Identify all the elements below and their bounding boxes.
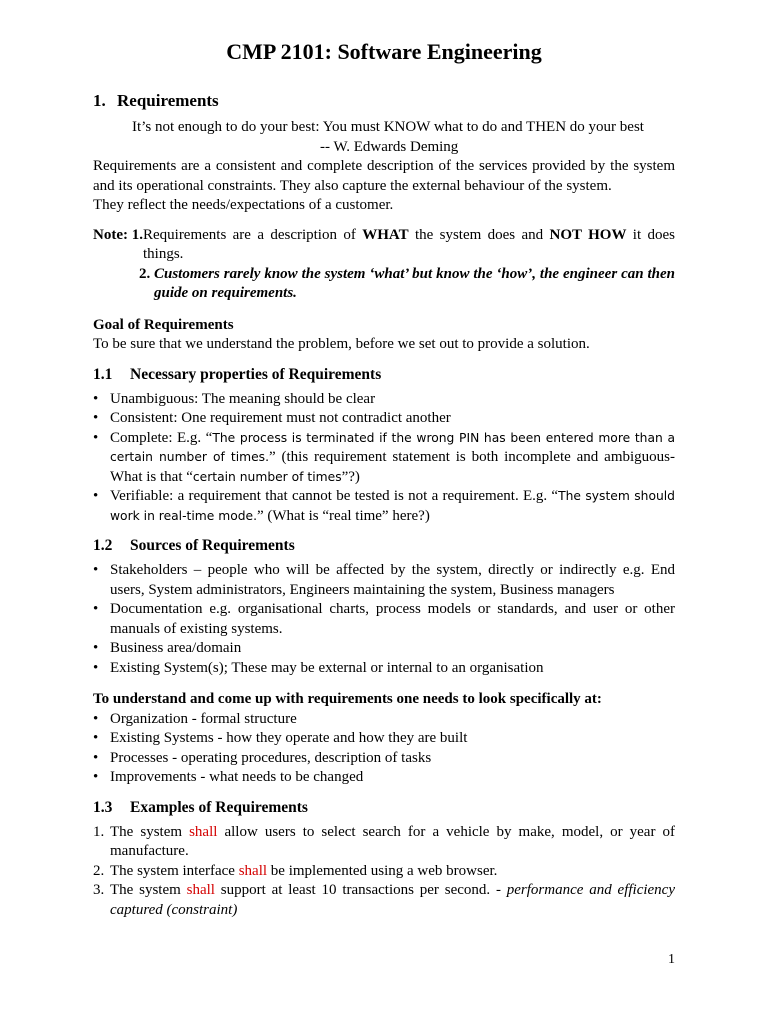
goal-text: To be sure that we understand the problem, before we set out to provide a solution. — [93, 336, 590, 352]
document-title: CMP 2101: Software Engineering — [226, 39, 542, 64]
quote-attribution: -- W. Edwards Deming — [320, 138, 459, 155]
note-item-2 — [139, 265, 675, 304]
example-1-pre: The system — [110, 823, 190, 840]
list-item: • Processes - operating procedures, description of tasks — [93, 749, 675, 769]
shall-keyword: shall — [189, 823, 218, 840]
b3-mid: ” (this requirement statement is both incomplete and ambiguous- What is that “ — [110, 449, 675, 485]
intro-paragraph-2: They reflect the needs/expectations of a customer. — [93, 197, 394, 213]
list-item — [93, 862, 675, 882]
section-1-title: Requirements — [117, 91, 219, 110]
example-number: 2. — [93, 862, 105, 879]
b4-post: ” (What is “real time” here?) — [257, 507, 430, 524]
section-1-3-heading — [93, 798, 675, 818]
example-1-post: allow users to select search for a vehicle by make, model, or year of manufacture. — [110, 823, 675, 859]
section-1-heading — [93, 90, 675, 112]
b4-pre: Verifiable: a requirement that cannot be tested is not a requirement. E.g. “ — [110, 488, 559, 504]
goal-heading: Goal of Requirements — [93, 316, 234, 333]
list-item: • Improvements - what needs to be changed — [93, 768, 675, 788]
understand-list — [93, 710, 675, 788]
example-number: 3. — [93, 882, 105, 898]
b3-example: The process is terminated if the wrong PIN has been entered more than a certain number of times. — [110, 430, 675, 464]
note-item-1-mid: the system does and — [408, 226, 550, 243]
section-1-number: 1. — [93, 91, 106, 110]
list-item — [93, 881, 675, 920]
example-3-italic: performance and efficiency captured (constraint) — [110, 882, 675, 918]
list-item: • Existing System(s); These may be external or internal to an organisation — [93, 659, 675, 679]
note-block — [93, 226, 675, 304]
list-item — [93, 429, 675, 488]
section-1-3-number: 1.3 — [93, 798, 113, 816]
note-item-1-what: WHAT — [362, 226, 409, 243]
b3-post: ”?) — [341, 468, 360, 485]
section-1-2-title: Sources of Requirements — [130, 537, 295, 554]
shall-keyword: shall — [238, 862, 268, 879]
b4-example: The system should work in real-time mode. — [110, 489, 675, 523]
list-item: • Consistent: One requirement must not contradict another — [93, 409, 675, 429]
page-content — [93, 38, 675, 920]
b3-pre: Complete: E.g. “ — [110, 429, 213, 446]
section-1-2-heading — [93, 536, 675, 556]
page-number: 1 — [668, 952, 675, 967]
section-1-2-number: 1.2 — [93, 537, 113, 554]
note-item-1-nothow: NOT HOW — [549, 226, 627, 243]
note-item-1-body — [143, 226, 675, 265]
example-number: 1. — [93, 823, 105, 840]
list-item: • Unambiguous: The meaning should be clear — [93, 390, 675, 410]
quote-text: It’s not enough to do your best: You must KNOW what to do and THEN do your best — [132, 119, 644, 135]
section-1-1-number: 1.1 — [93, 365, 113, 383]
list-item — [93, 823, 675, 862]
section-1-1-heading — [93, 365, 675, 385]
note-item-2-text: Customers rarely know the system ‘what’ but know the ‘how’, the engineer can then guide on requirements. — [154, 265, 675, 301]
section-1-1-title: Necessary properties of Requirements — [130, 365, 382, 383]
intro-paragraph-1: Requirements are a consistent and complete description of the services provided by the system and its operational constraints. They also capture the external behaviour of the system. — [93, 158, 675, 194]
note-label: Note: 1. — [93, 226, 143, 243]
note-item-1 — [93, 226, 675, 265]
note-item-2-number: 2. — [139, 265, 154, 282]
note-item-1-pre: Requirements are a description of — [142, 226, 363, 243]
list-item: • Documentation e.g. organisational charts, process models or standards, and user or other manuals of existing systems. — [93, 600, 675, 639]
list-item: • Stakeholders – people who will be affected by the system, directly or indirectly e.g. End users, System administrators, Engineers maintaining the system, Business managers — [93, 561, 675, 600]
examples-list — [93, 823, 675, 921]
list-item: • Business area/domain — [93, 639, 675, 659]
properties-list — [93, 390, 675, 527]
example-2-post: be implemented using a web browser. — [267, 862, 498, 879]
sources-list — [93, 561, 675, 678]
section-1-3-title: Examples of Requirements — [130, 798, 308, 816]
list-item — [93, 487, 675, 526]
b3-example-2: certain number of times — [192, 469, 342, 484]
understand-heading: To understand and come up with requirements one needs to look specifically at: — [93, 691, 602, 707]
shall-keyword: shall — [186, 882, 215, 898]
example-3-post: support at least 10 transactions per second. - — [214, 882, 507, 898]
note-item-1-post: it does things. — [142, 226, 675, 262]
list-item: • Existing Systems - how they operate and how they are built — [93, 729, 675, 749]
example-3-pre: The system — [110, 882, 187, 898]
list-item: • Organization - formal structure — [93, 710, 675, 730]
example-2-pre: The system interface — [110, 862, 239, 879]
